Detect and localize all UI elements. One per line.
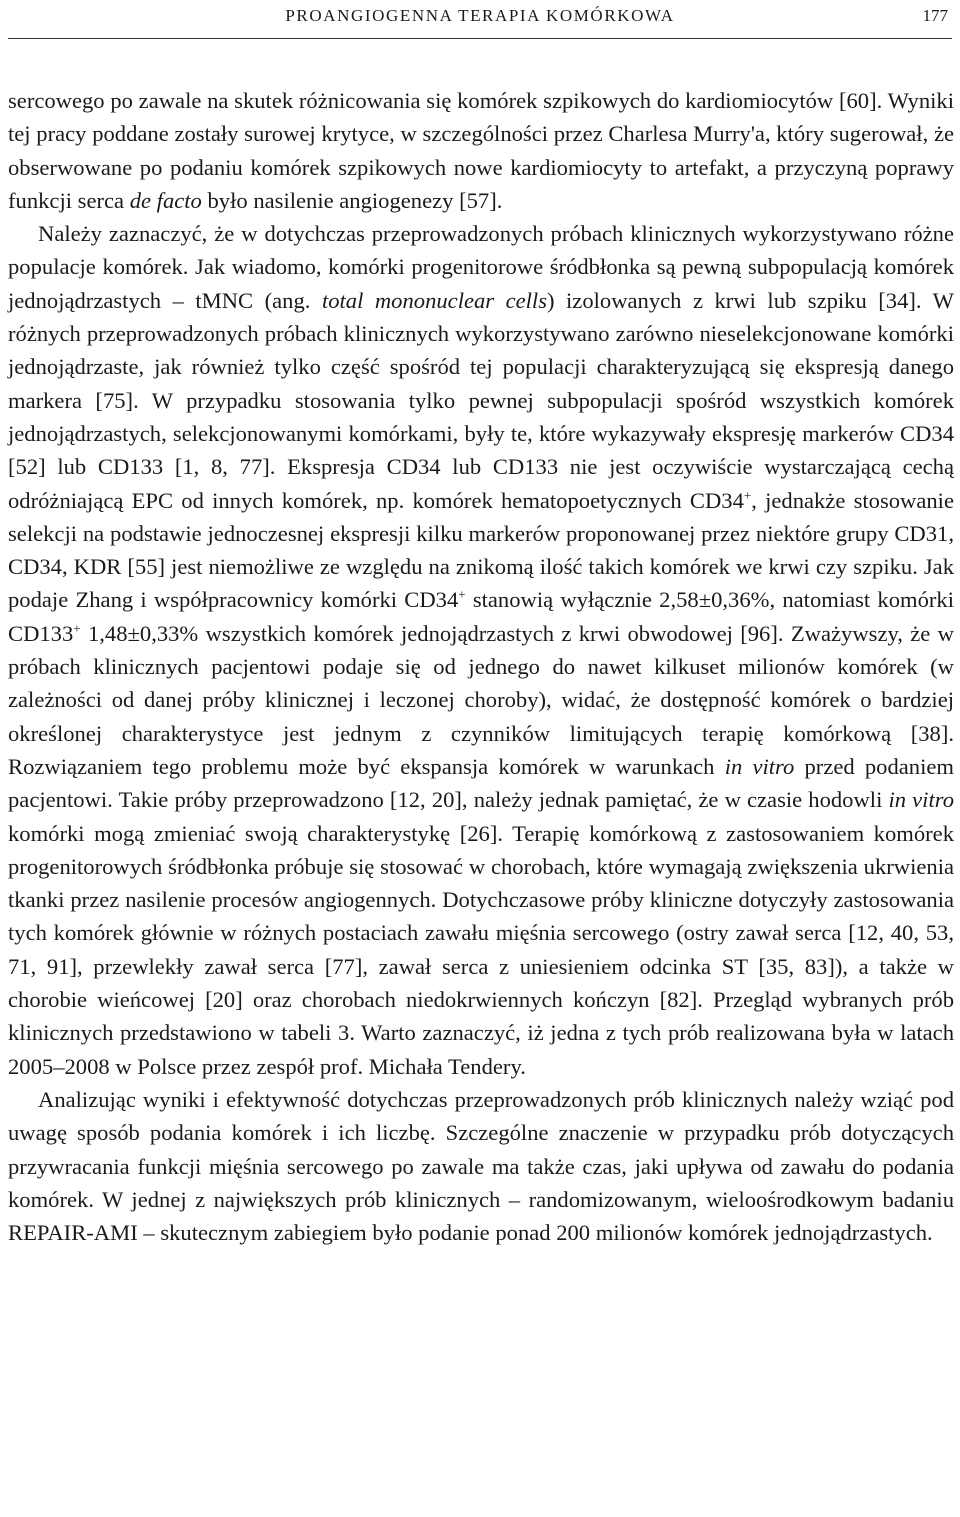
text-run: ) izolowanych z krwi lub szpiku [34]. W różnych przeprowadzonych próbach klinicznych wykorzystywano zarówno nieselekcjonowane komórki jednojądrzaste, jak również tylko część spośród tej populacji charakteryzującą się ekspresją danego markera [75]. W przypadku stosowania tylko pewnej subpopulacji spośród wszystkich komórek jednojądrzastych, selekcjonowanymi komórkami, były te, które wykazywały ekspresję markerów CD34 [52] lub CD133 [1, 8, 77]. Ekspresja CD34 lub CD133 nie jest oczywiście wystarczającą cechą odróżniającą EPC od innych komórek, np. komórek hematopoetycznych CD34 (8, 287, 954, 513)
page-number: 177 (922, 6, 948, 25)
italic-run: total mononuclear cells (321, 287, 547, 313)
text-run: , jednakże stosowanie selekcji na podstawie jednoczesnej ekspresji kilku markerów proponowanej przez niektóre grupy CD31, CD34, KDR [55] jest niemożliwe ze względu na znikomą ilość takich komórek we krwi czy szpiku. Jak podaje Zhang i współpracownicy komórki CD34 (8, 487, 954, 613)
text-run: 1,48±0,33% wszystkich komórek jednojądrzastych z krwi obwodowej [96]. Zważywszy, że w próbach klinicznych pacjentowi podaje się od jednego do nawet kilkuset milionów komórek (w zależności od danej próby klinicznej i leczonej choroby), widać, że dostępność komórek o bardziej określonej charakterystyce jest jednym z czynników limitujących terapię komórkową [38]. Rozwiązaniem tego problemu może być ekspansja komórek w warunkach (8, 620, 954, 779)
superscript: + (743, 487, 752, 503)
body-text (8, 84, 954, 1249)
text-run: przed podaniem pacjentowi. Takie próby przeprowadzono [12, 20], należy jednak pamiętać, że w czasie hodowli (8, 753, 954, 813)
superscript: + (73, 620, 81, 636)
text-run: komórki mogą zmieniać swoją charakterystykę [26]. Terapię komórkową z zastosowaniem komórek progenitorowych śródbłonka próbuje się stosować w chorobach, które wymagają zwiększenia ukrwienia tkanki przez nasilenie procesów angiogennych. Dotychczasowe próby kliniczne dotyczyły zastosowania tych komórek głównie w różnych postaciach zawału mięśnia sercowego (ostry zawał serca [12, 40, 53, 71, 91], przewlekły zawał serca [77], zawał serca z uniesieniem odcinka ST [35, 83]), a także w chorobie wieńcowej [20] oraz chorobach niedokrwiennych kończyn [82]. Przegląd wybranych prób klinicznych przedstawiono w tabeli 3. Warto zaznaczyć, iż jedna z tych prób realizowana była w latach 2005–2008 w Polsce przez zespół prof. Michała Tendery. (8, 820, 954, 1079)
running-title: PROANGIOGENNA TERAPIA KOMÓRKOWA (285, 6, 675, 25)
text-run: Analizując wyniki i efektywność dotychczas przeprowadzonych prób klinicznych należy wziąć pod uwagę sposób podania komórek i ich liczbę. Szczególne znaczenie w przypadku prób dotyczących przywracania funkcji mięśnia sercowego po zawale ma także czas, jaki upływa od zawału do podania komórek. W jednej z największych prób klinicznych – randomizowanym, wieloośrodkowym badaniu REPAIR-AMI – skutecznym zabiegiem było podanie ponad 200 milionów komórek jednojądrzastych. (8, 1086, 954, 1246)
text-run: sercowego po zawale na skutek różnicowania się komórek szpikowych do kardiomiocytów [60]. Wyniki tej pracy poddane zostały surowej krytyce, w szczególności przez Charlesa Murry'a, który sugerował, że obserwowane po podaniu komórek szpikowych nowe kardiomiocyty to artefakt, a przyczyną poprawy funkcji serca (8, 88, 954, 213)
text-run: stanowią wyłącznie 2,58±0,36%, natomiast komórki CD133 (8, 587, 954, 646)
paragraph-1 (8, 84, 954, 217)
running-header (8, 0, 952, 39)
paragraph-2 (8, 217, 954, 1083)
italic-run: in vitro (724, 753, 795, 779)
paragraph-3 (8, 1083, 954, 1249)
italic-run: in vitro (888, 787, 954, 813)
text-run: Należy zaznaczyć, że w dotychczas przeprowadzonych próbach klinicznych wykorzystywano różne populacje komórek. Jak wiadomo, komórki progenitorowe śródbłonka są pewną subpopulacją komórek jednojądrzastych – tMNC (ang. (8, 221, 954, 313)
text-run: było nasilenie angiogenezy [57]. (201, 187, 503, 213)
superscript: + (458, 586, 466, 602)
italic-run: de facto (129, 187, 202, 213)
